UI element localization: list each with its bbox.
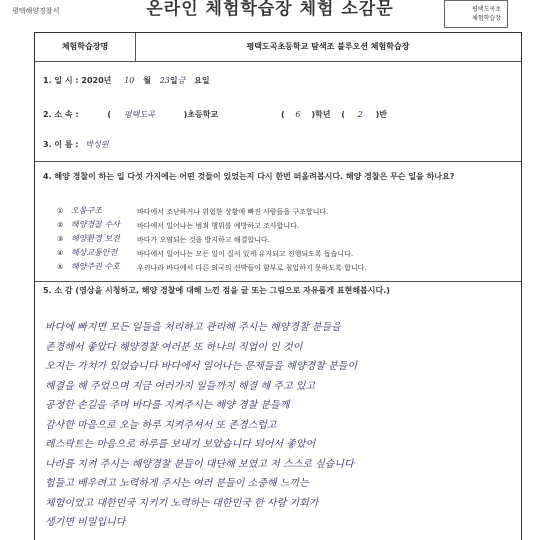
document-title: 온라인 체험학습장 체험 소감문 — [146, 0, 394, 19]
essay-line: 힘들고 배우려고 노력하게 주시는 여러 분들이 소중해 느끼는 — [45, 478, 309, 489]
question-5: 5. 소 감 (영상을 시청하고, 해양 경찰에 대해 느낀 점을 글 또는 그림으로 자유롭게 표현해봅시다.) — [43, 286, 390, 295]
class-value: 2 — [357, 110, 363, 119]
school-label: 2. 소 속 : — [43, 110, 79, 119]
duty-item — [57, 221, 517, 233]
essay-line: 오지는 가치가 있었습니다 바다에서 일어나는 문제들을 해양경찰 분들이 — [45, 361, 358, 372]
essay-line: 공정한 손길을 주며 바다를 지켜주시는 해양 경찰 분들께 — [45, 400, 290, 411]
date-field — [43, 75, 210, 86]
duty-answer: 해상교통안전 — [71, 248, 118, 257]
essay-line: 나라를 지켜 주시는 해양경찰 분들이 대단해 보였고 저 스스로 싶습니다 — [45, 458, 354, 470]
name-field — [43, 139, 109, 150]
grade-value: 6 — [295, 110, 301, 119]
date-weekday-unit: 요일 — [194, 76, 210, 85]
duty-description: 바다에서 일어나는 범죄 행위를 예방하고 조사합니다. — [137, 222, 300, 230]
duty-answer: 해양주권 수호 — [71, 262, 120, 271]
duty-number: ① — [57, 207, 64, 215]
duty-answer: 오몸구조 — [71, 206, 102, 215]
duty-item — [57, 235, 517, 247]
name-value: 박성원 — [85, 140, 109, 149]
duty-item — [57, 207, 517, 219]
school-field: 2. 소 속 : ( 평택도곡 )초등학교 ( 6 )학년 ( 2 )반 — [43, 110, 387, 119]
class-unit: )반 — [375, 110, 387, 119]
name-label: 3. 이 름 : — [43, 140, 79, 149]
essay-line: 생기면 비밀입니다 — [45, 517, 126, 528]
section-divider — [35, 161, 521, 162]
question-4: 4. 해양 경찰이 하는 일 다섯 가지에는 어떤 것들이 있었는지 다시 한번 떠올려봅시다. 해양 경찰은 무슨 일을 하나요? — [43, 172, 455, 181]
date-label: 1. 일 시 : 2020년 — [43, 76, 112, 85]
duty-answer: 해양경찰 수사 — [71, 220, 120, 229]
duty-description: 바다에서 조난하거나 위험한 상황에 빠진 사람들을 구조합니다. — [137, 208, 329, 216]
school-name: 평택도곡 — [123, 110, 155, 119]
place-row — [35, 33, 521, 62]
essay-response — [45, 318, 507, 533]
stamp-line-1: 평택도곡초 — [472, 6, 501, 13]
duty-description: 우리나라 바다에서 다른 외국의 선박들이 함부로 침입하지 못하도록 합니다. — [137, 264, 367, 272]
date-day: 23 — [159, 76, 170, 85]
essay-line: 존경해서 좋았다 해양경찰 여러분 또 하나의 직업이 인 것이 — [45, 341, 303, 353]
duty-item — [57, 249, 517, 261]
duty-number: ⑤ — [57, 263, 64, 271]
school-stamp — [444, 0, 508, 28]
essay-line: 체험이었고 대한민국 지키기 노력하는 대한민국 한 사람 기회가 — [45, 497, 319, 509]
duty-number: ③ — [57, 235, 64, 243]
date-month: 10 — [124, 76, 135, 85]
duty-number: ④ — [57, 249, 64, 257]
duty-number: ② — [57, 221, 64, 229]
place-label: 체험학습장명 — [35, 33, 136, 61]
organization-name: 평택해양경찰서 — [12, 7, 60, 15]
grade-unit: )학년 — [311, 110, 331, 119]
duty-description: 바다가 오염되는 것을 방지하고 해결합니다. — [137, 236, 270, 244]
stamp-line-2: 체험학습장 — [472, 15, 501, 22]
section-divider — [35, 281, 521, 282]
essay-line: 감사한 마음으로 오늘 하루 지켜주셔서 또 존경스럽고 — [45, 419, 277, 431]
date-month-unit: 월 — [143, 76, 151, 85]
date-weekday: 금 — [177, 76, 186, 85]
duty-item — [57, 263, 517, 275]
school-suffix: )초등학교 — [183, 110, 219, 119]
essay-line: 레스팍트는 마음으로 하루를 보내기 보았습니다 되어서 좋았어 — [45, 439, 316, 450]
date-day-unit: 일 — [169, 76, 178, 85]
essay-line: 해결을 해 주었으며 지금 여러가지 일들까지 해결 해 주고 있고 — [45, 380, 316, 392]
place-value: 평택도곡초등학교 탐색조 블루오션 체험학습장 — [246, 42, 410, 51]
duty-answer: 해양환경 보전 — [71, 234, 120, 243]
survey-form — [34, 32, 522, 540]
duty-description: 바다에서 일어나는 모든 일이 질서 있게 유지되고 진행되도록 돕습니다. — [137, 250, 354, 258]
essay-line: 바다에 빠지면 모든 일들을 처리하고 관리해 주시는 해양경찰 분들을 — [45, 322, 341, 333]
top-bar — [0, 0, 540, 30]
